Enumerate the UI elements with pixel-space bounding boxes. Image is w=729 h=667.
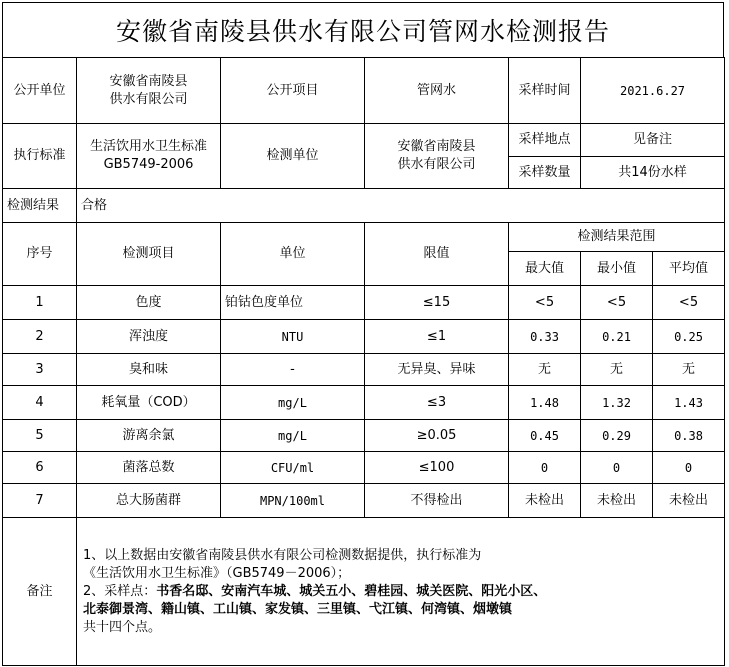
row-avg: <5	[653, 286, 725, 320]
table-row	[3, 286, 725, 320]
row-item: 臭和味	[77, 354, 221, 386]
row-min: 0	[581, 452, 653, 484]
row-item: 耗氧量（COD）	[77, 386, 221, 420]
row-limit: ≤1	[365, 320, 509, 354]
row-limit: ≤100	[365, 452, 509, 484]
remarks-line-3-prefix: 2、采样点：	[83, 583, 157, 599]
row-item: 菌落总数	[77, 452, 221, 484]
header-item: 检测项目	[77, 223, 221, 286]
sampling-time-label: 采样时间	[509, 58, 581, 124]
row-unit: mg/L	[221, 420, 365, 452]
row-avg: 0.25	[653, 320, 725, 354]
remarks-sampling-points-2: 北泰御景湾、籍山镇、工山镇、家发镇、三里镇、弋江镇、何湾镇、烟墩镇	[83, 601, 513, 617]
standard-label: 执行标准	[3, 124, 77, 189]
row-item: 色度	[77, 286, 221, 320]
header-range: 检测结果范围	[509, 223, 725, 252]
public-item-label: 公开项目	[221, 58, 365, 124]
row-no: 6	[3, 452, 77, 484]
sampling-place-value: 见备注	[581, 124, 725, 157]
sampling-time-value: 2021.6.27	[581, 58, 725, 124]
row-avg: 1.43	[653, 386, 725, 420]
public-unit-value: 安徽省南陵县 供水有限公司	[77, 58, 221, 124]
row-no: 2	[3, 320, 77, 354]
row-min: 0.29	[581, 420, 653, 452]
info-row-1	[3, 58, 725, 124]
header-min: 最小值	[581, 252, 653, 286]
remarks-label: 备注	[3, 518, 77, 666]
row-unit: NTU	[221, 320, 365, 354]
table-row	[3, 354, 725, 386]
row-limit: 无异臭、异味	[365, 354, 509, 386]
remarks-line-5: 共十四个点。	[83, 619, 162, 635]
header-limit: 限值	[365, 223, 509, 286]
row-min: 0.21	[581, 320, 653, 354]
row-max: <5	[509, 286, 581, 320]
test-unit-value: 安徽省南陵县 供水有限公司	[365, 124, 509, 189]
row-max: 未检出	[509, 484, 581, 518]
table-row	[3, 320, 725, 354]
table-row	[3, 484, 725, 518]
remarks-line-2: 《生活饮用水卫生标准》（GB5749－2006）；	[83, 565, 351, 581]
row-min: 无	[581, 354, 653, 386]
header-avg: 平均值	[653, 252, 725, 286]
row-max: 0.33	[509, 320, 581, 354]
report-title: 安徽省南陵县供水有限公司管网水检测报告	[2, 2, 724, 58]
row-limit: ≥0.05	[365, 420, 509, 452]
row-item: 总大肠菌群	[77, 484, 221, 518]
report-table	[2, 57, 725, 666]
row-avg: 0.38	[653, 420, 725, 452]
row-max: 1.48	[509, 386, 581, 420]
remarks-line-3	[83, 583, 718, 601]
row-unit: mg/L	[221, 386, 365, 420]
sampling-count-value: 共14份水样	[581, 157, 725, 189]
row-unit: -	[221, 354, 365, 386]
result-value: 合格	[77, 189, 725, 223]
header-row-1	[3, 223, 725, 252]
row-min: 1.32	[581, 386, 653, 420]
remarks-line-1: 1、以上数据由安徽省南陵县供水有限公司检测数据提供，执行标准为	[83, 547, 482, 563]
row-unit: MPN/100ml	[221, 484, 365, 518]
header-unit: 单位	[221, 223, 365, 286]
row-avg: 0	[653, 452, 725, 484]
row-no: 5	[3, 420, 77, 452]
row-max: 0.45	[509, 420, 581, 452]
remarks-row	[3, 518, 725, 666]
public-unit-label: 公开单位	[3, 58, 77, 124]
sampling-count-label: 采样数量	[509, 157, 581, 189]
row-unit: CFU/ml	[221, 452, 365, 484]
info-row-2	[3, 124, 725, 157]
row-max: 0	[509, 452, 581, 484]
result-row	[3, 189, 725, 223]
row-limit: ≤3	[365, 386, 509, 420]
remarks-text	[77, 518, 725, 666]
table-row	[3, 386, 725, 420]
row-item: 游离余氯	[77, 420, 221, 452]
public-item-value: 管网水	[365, 58, 509, 124]
row-no: 7	[3, 484, 77, 518]
table-row	[3, 420, 725, 452]
row-no: 3	[3, 354, 77, 386]
row-unit: 铂钴色度单位	[221, 286, 365, 320]
row-min: 未检出	[581, 484, 653, 518]
remarks-sampling-points-1: 书香名邸、安南汽车城、城关五小、碧桂园、城关医院、阳光小区、	[156, 583, 547, 599]
row-item: 浑浊度	[77, 320, 221, 354]
row-avg: 未检出	[653, 484, 725, 518]
row-avg: 无	[653, 354, 725, 386]
row-no: 4	[3, 386, 77, 420]
header-no: 序号	[3, 223, 77, 286]
standard-value: 生活饮用水卫生标准 GB5749-2006	[77, 124, 221, 189]
sampling-place-label: 采样地点	[509, 124, 581, 157]
row-max: 无	[509, 354, 581, 386]
table-row	[3, 452, 725, 484]
result-label: 检测结果	[3, 189, 77, 223]
row-no: 1	[3, 286, 77, 320]
row-min: <5	[581, 286, 653, 320]
row-limit: 不得检出	[365, 484, 509, 518]
header-max: 最大值	[509, 252, 581, 286]
test-unit-label: 检测单位	[221, 124, 365, 189]
row-limit: ≤15	[365, 286, 509, 320]
